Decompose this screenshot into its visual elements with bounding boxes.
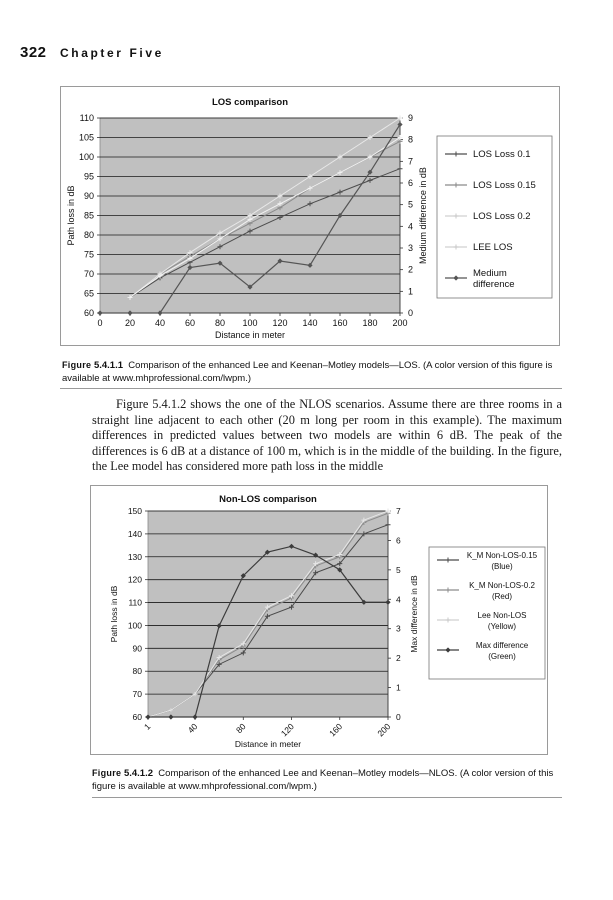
- legend-label-line: difference: [473, 279, 515, 290]
- y-tick-label: 110: [128, 597, 142, 608]
- x-tick-label: 140: [302, 318, 318, 328]
- y-tick-label: 90: [132, 643, 142, 654]
- y2-tick-label: 5: [408, 199, 414, 210]
- figure2-caption-text: Comparison of the enhanced Lee and Keenan–Motley models—NLOS. (A color version of this figure is available at www.mhprofessional.com/lwpm.): [92, 768, 554, 792]
- y-tick-label: 150: [127, 506, 142, 516]
- y-tick-label: 140: [127, 528, 142, 539]
- x-tick-label: 160: [332, 318, 348, 328]
- figure1-caption-label: Figure: [62, 360, 92, 370]
- y2-tick-label: 9: [408, 113, 414, 123]
- x-tick-label: 0: [97, 318, 103, 328]
- y2-tick-label: 1: [408, 286, 414, 297]
- y-tick-label: 130: [127, 551, 142, 562]
- figure2-caption-number: 5.4.1.2: [123, 768, 154, 779]
- y-tick-label: 90: [83, 191, 94, 201]
- legend: [429, 547, 545, 679]
- figure2-caption: [92, 767, 562, 793]
- y2-tick-label: 0: [408, 308, 414, 318]
- figure1-caption-number: 5.4.1.1: [93, 360, 124, 371]
- y-tick-label: 80: [132, 666, 142, 677]
- y-axis-label: Path loss in dB: [109, 585, 119, 643]
- legend-label-line: (Green): [488, 652, 516, 661]
- x-tick-label: 1: [141, 721, 153, 732]
- y-tick-label: 70: [132, 689, 142, 700]
- caption-rule: [60, 388, 562, 389]
- legend-label-line: K_M Non-LOS-0.15: [466, 551, 538, 560]
- chart-title: Non-LOS comparison: [219, 494, 317, 505]
- legend-label: LEE LOS: [473, 242, 513, 253]
- y2-tick-label: 7: [408, 156, 414, 167]
- x-tick-label: 20: [124, 318, 136, 328]
- x-tick-label: 120: [272, 318, 288, 328]
- y-tick-label: 60: [83, 308, 94, 318]
- y2-tick-label: 4: [396, 594, 401, 605]
- x-tick-label: 120: [278, 721, 296, 739]
- y-tick-label: 100: [127, 620, 142, 631]
- legend-label: LOS Loss 0.1: [473, 149, 531, 160]
- y2-tick-label: 6: [396, 535, 401, 546]
- x-tick-label: 80: [233, 721, 248, 736]
- y2-tick-label: 4: [408, 221, 414, 232]
- y-axis-label: Path loss in dB: [66, 185, 76, 246]
- plot-area: [148, 511, 388, 717]
- legend-label: LOS Loss 0.2: [473, 211, 531, 222]
- x-axis-label: Distance in meter: [234, 739, 302, 749]
- x-axis-label: Distance in meter: [214, 330, 286, 340]
- y2-tick-label: 0: [396, 712, 401, 722]
- y2-tick-label: 8: [408, 134, 414, 145]
- figure-los-comparison: [60, 86, 560, 346]
- legend-label-line: (Red): [491, 592, 513, 601]
- x-tick-label: 160: [327, 721, 345, 739]
- y-tick-label: 105: [78, 132, 94, 143]
- y2-axis-label: Max difference in dB: [409, 575, 419, 653]
- nlos-chart: [90, 485, 548, 755]
- legend-label-line: Medium: [473, 268, 507, 279]
- chart-title: LOS comparison: [211, 97, 289, 108]
- y-tick-label: 65: [83, 288, 94, 299]
- legend: [437, 136, 552, 298]
- body-paragraph: [92, 397, 562, 475]
- y-tick-label: 100: [78, 152, 94, 162]
- los-chart: [60, 86, 560, 346]
- y-tick-label: 110: [79, 113, 94, 123]
- x-tick-label: 80: [214, 318, 226, 328]
- x-tick-label: 200: [375, 721, 393, 739]
- y2-tick-label: 2: [396, 653, 401, 664]
- y-tick-label: 120: [127, 574, 142, 585]
- y-tick-label: 95: [83, 171, 94, 182]
- page-number: 322: [20, 44, 47, 61]
- chapter-title: Chapter Five: [60, 46, 164, 60]
- y2-tick-label: 5: [396, 564, 401, 575]
- x-tick-label: 40: [185, 721, 200, 736]
- legend-label-line: (Blue): [491, 562, 513, 571]
- figure1-caption-text: Comparison of the enhanced Lee and Keenan–Motley models—LOS. (A color version of this figure is available at www.mhprofessional.com/lwpm.): [62, 360, 553, 384]
- y-tick-label: 70: [83, 269, 94, 279]
- y2-tick-label: 1: [396, 682, 401, 693]
- y2-axis-label: Medium difference in dB: [418, 167, 428, 264]
- legend-label-line: Lee Non-LOS: [477, 611, 527, 620]
- y2-tick-label: 3: [396, 623, 401, 634]
- body-paragraph-text: Figure 5.4.1.2 shows the one of the NLOS scenarios. Assume there are three rooms in a straight line adjacent to each other (20 m long per room in this example). The maximum differences in predicted values between two models are within 6 dB. The peak of the differences is 6 dB at a distance of 100 m, which is in the middle of the building. In the figure, the Lee model has considered more path loss in the middle: [92, 397, 562, 474]
- x-tick-label: 200: [392, 318, 408, 328]
- legend-label-line: (Yellow): [487, 622, 517, 631]
- y2-tick-label: 6: [408, 178, 414, 188]
- y-tick-label: 80: [83, 230, 94, 240]
- y-tick-label: 60: [132, 712, 142, 722]
- legend-label-line: K_M Non-LOS-0.2: [469, 581, 535, 590]
- legend-label-line: Max difference: [475, 641, 529, 650]
- y2-tick-label: 7: [396, 506, 401, 516]
- figure2-caption-label: Figure: [92, 768, 122, 778]
- x-tick-label: 180: [362, 318, 378, 328]
- legend-label: LOS Loss 0.15: [473, 180, 536, 191]
- y-tick-label: 75: [83, 249, 94, 260]
- x-tick-label: 100: [242, 318, 258, 328]
- x-tick-label: 40: [154, 318, 166, 328]
- figure1-caption: [62, 359, 562, 385]
- y-tick-label: 85: [83, 210, 94, 221]
- figure-nlos-comparison: [90, 485, 548, 755]
- y2-tick-label: 3: [408, 243, 414, 253]
- y2-tick-label: 2: [408, 264, 414, 275]
- caption-rule-2: [92, 797, 562, 798]
- x-tick-label: 60: [184, 318, 196, 328]
